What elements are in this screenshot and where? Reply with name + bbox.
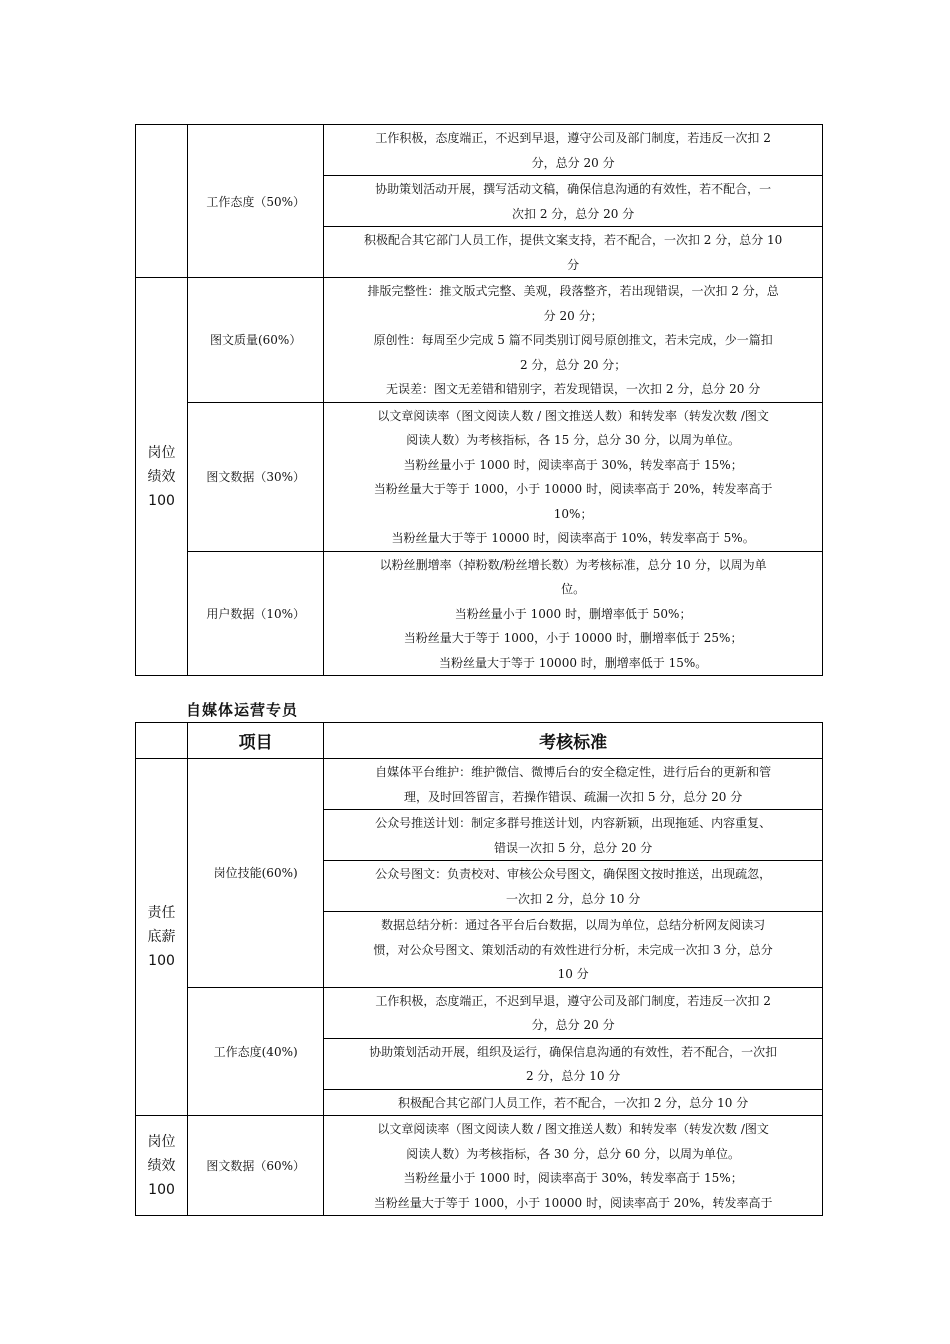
header-criteria: 考核标准 (324, 723, 823, 759)
table-row (136, 278, 823, 403)
criteria-cell (324, 125, 823, 176)
criteria-line: 分 (567, 257, 580, 272)
criteria-line: 工作积极，态度端正，不迟到早退，遵守公司及部门制度，若违反一次扣 2 (375, 131, 771, 145)
table-row (136, 125, 823, 176)
item-name-cell: 图文数据（60%） (188, 1116, 324, 1216)
criteria-line: 以文章阅读率（图文阅读人数 / 图文推送人数）和转发率（转发次数 /图文 (377, 1122, 769, 1136)
category-cell (136, 278, 188, 676)
table-row (136, 759, 823, 810)
table-row (136, 551, 823, 676)
item-name-cell: 岗位技能(60%) (188, 759, 324, 988)
category-label: 岗位 (147, 444, 176, 461)
table-row (136, 1116, 823, 1216)
criteria-line: 当粉丝量小于 1000 时，阅读率高于 30%，转发率高于 15%； (403, 457, 743, 472)
criteria-line: 以文章阅读率（图文阅读人数 / 图文推送人数）和转发率（转发次数 /图文 (377, 408, 769, 423)
criteria-line: 协助策划活动开展，组织及运行，确保信息沟通的有效性，若不配合，一次扣 (369, 1044, 778, 1059)
criteria-line: 当粉丝量大于等于 1000，小于 10000 时，阅读率高于 20%，转发率高于 (373, 1195, 773, 1210)
category-cell (136, 125, 188, 278)
criteria-line: 原创性：每周至少完成 5 篇不同类别订阅号原创推文，若未完成，少一篇扣 (373, 333, 773, 347)
criteria-line: 公众号图文：负责校对、审核公众号图文，确保图文按时推送，出现疏忽， (375, 867, 772, 881)
criteria-line: 排版完整性：推文版式完整、美观，段落整齐，若出现错误，一次扣 2 分，总 (367, 284, 779, 298)
criteria-line: 分，总分 20 分 (531, 155, 615, 170)
table2-body (136, 759, 823, 1216)
criteria-line: 2 分，总分 10 分 (525, 1069, 621, 1083)
criteria-cell (324, 176, 823, 227)
table-row (136, 402, 823, 551)
item-name-cell: 图文数据（30%） (188, 402, 324, 551)
criteria-cell (324, 227, 823, 278)
category-label: 底薪 (147, 929, 176, 945)
criteria-line: 错误一次扣 5 分，总分 20 分 (494, 840, 653, 855)
category-label: 责任 (147, 905, 176, 921)
item-name-cell: 用户数据（10%） (188, 551, 324, 676)
assessment-table-2 (135, 722, 823, 1216)
item-name-cell: 工作态度(40%) (188, 987, 324, 1116)
criteria-line: 10%； (553, 506, 593, 521)
criteria-line: 阅读人数）为考核指标，各 15 分，总分 30 分，以周为单位。 (406, 433, 741, 447)
criteria-line: 位。 (561, 582, 586, 596)
criteria-line: 当粉丝量小于 1000 时，删增率低于 50%； (454, 606, 692, 621)
table-header-row (136, 723, 823, 759)
criteria-line: 当粉丝量小于 1000 时，阅读率高于 30%，转发率高于 15%； (403, 1171, 743, 1185)
criteria-line: 分，总分 20 分 (531, 1018, 615, 1032)
criteria-line: 次扣 2 分，总分 20 分 (512, 206, 635, 221)
criteria-line: 数据总结分析：通过各平台后台数据，以周为单位，总结分析网友阅读习 (381, 918, 766, 932)
criteria-line: 惯，对公众号图文、策划活动的有效性进行分析，未完成一次扣 3 分，总分 (373, 942, 773, 957)
criteria-line: 理，及时回答留言，若操作错误、疏漏一次扣 5 分，总分 20 分 (404, 789, 743, 804)
criteria-cell (324, 1116, 823, 1216)
criteria-line: 10 分 (557, 967, 589, 981)
category-label: 绩效 (147, 468, 176, 485)
criteria-line: 无误差：图文无差错和错别字，若发现错误，一次扣 2 分，总分 20 分 (386, 382, 761, 396)
criteria-cell (324, 402, 823, 551)
criteria-line: 分 20 分； (543, 308, 603, 323)
criteria-line: 当粉丝量大于等于 1000，小于 10000 时，阅读率高于 20%，转发率高于 (373, 482, 773, 496)
criteria-cell (324, 1089, 823, 1116)
item-name-cell: 工作态度（50%） (188, 125, 324, 278)
item-name-cell: 图文质量(60%） (188, 278, 324, 403)
criteria-cell (324, 1038, 823, 1089)
criteria-cell (324, 759, 823, 810)
header-item: 项目 (188, 723, 324, 759)
header-blank-cell (136, 723, 188, 759)
criteria-line: 当粉丝量大于等于 1000，小于 10000 时，删增率低于 25%； (403, 631, 743, 645)
criteria-cell (324, 861, 823, 912)
criteria-cell (324, 912, 823, 988)
category-label: 100 (148, 492, 175, 509)
criteria-line: 自媒体平台维护：维护微信、微博后台的安全稳定性，进行后台的更新和管 (375, 765, 772, 779)
table-row (136, 987, 823, 1038)
criteria-cell (324, 987, 823, 1038)
criteria-line: 当粉丝量大于等于 10000 时，删增率低于 15%。 (438, 655, 708, 670)
category-label: 100 (148, 1181, 175, 1198)
criteria-cell (324, 551, 823, 676)
criteria-line: 工作积极，态度端正，不迟到早退，遵守公司及部门制度，若违反一次扣 2 (375, 993, 771, 1008)
criteria-line: 阅读人数）为考核指标，各 30 分，总分 60 分，以周为单位。 (406, 1146, 741, 1161)
criteria-line: 积极配合其它部门人员工作，提供文案支持，若不配合，一次扣 2 分，总分 10 (363, 233, 783, 247)
criteria-line: 积极配合其它部门人员工作，若不配合，一次扣 2 分，总分 10 分 (398, 1095, 749, 1110)
category-label: 岗位 (147, 1133, 176, 1150)
category-cell (136, 1116, 188, 1216)
criteria-cell (324, 278, 823, 403)
criteria-line: 以粉丝删增率（掉粉数/粉丝增长数）为考核标准，总分 10 分，以周为单 (379, 557, 767, 572)
criteria-line: 2 分，总分 20 分； (519, 357, 627, 372)
category-cell (136, 759, 188, 1116)
criteria-line: 一次扣 2 分，总分 10 分 (506, 891, 641, 906)
criteria-line: 协助策划活动开展，撰写活动文稿，确保信息沟通的有效性，若不配合，一 (375, 182, 772, 196)
table1-body (136, 125, 823, 676)
criteria-line: 公众号推送计划：制定多群号推送计划，内容新颖，出现拖延、内容重复、 (375, 816, 772, 830)
criteria-line: 当粉丝量大于等于 10000 时，阅读率高于 10%，转发率高于 5%。 (391, 531, 755, 545)
assessment-table-1 (135, 124, 823, 676)
category-label: 绩效 (147, 1157, 176, 1174)
criteria-cell (324, 810, 823, 861)
section-title: 自媒体运营专员 (186, 701, 299, 719)
category-label: 100 (148, 953, 175, 969)
